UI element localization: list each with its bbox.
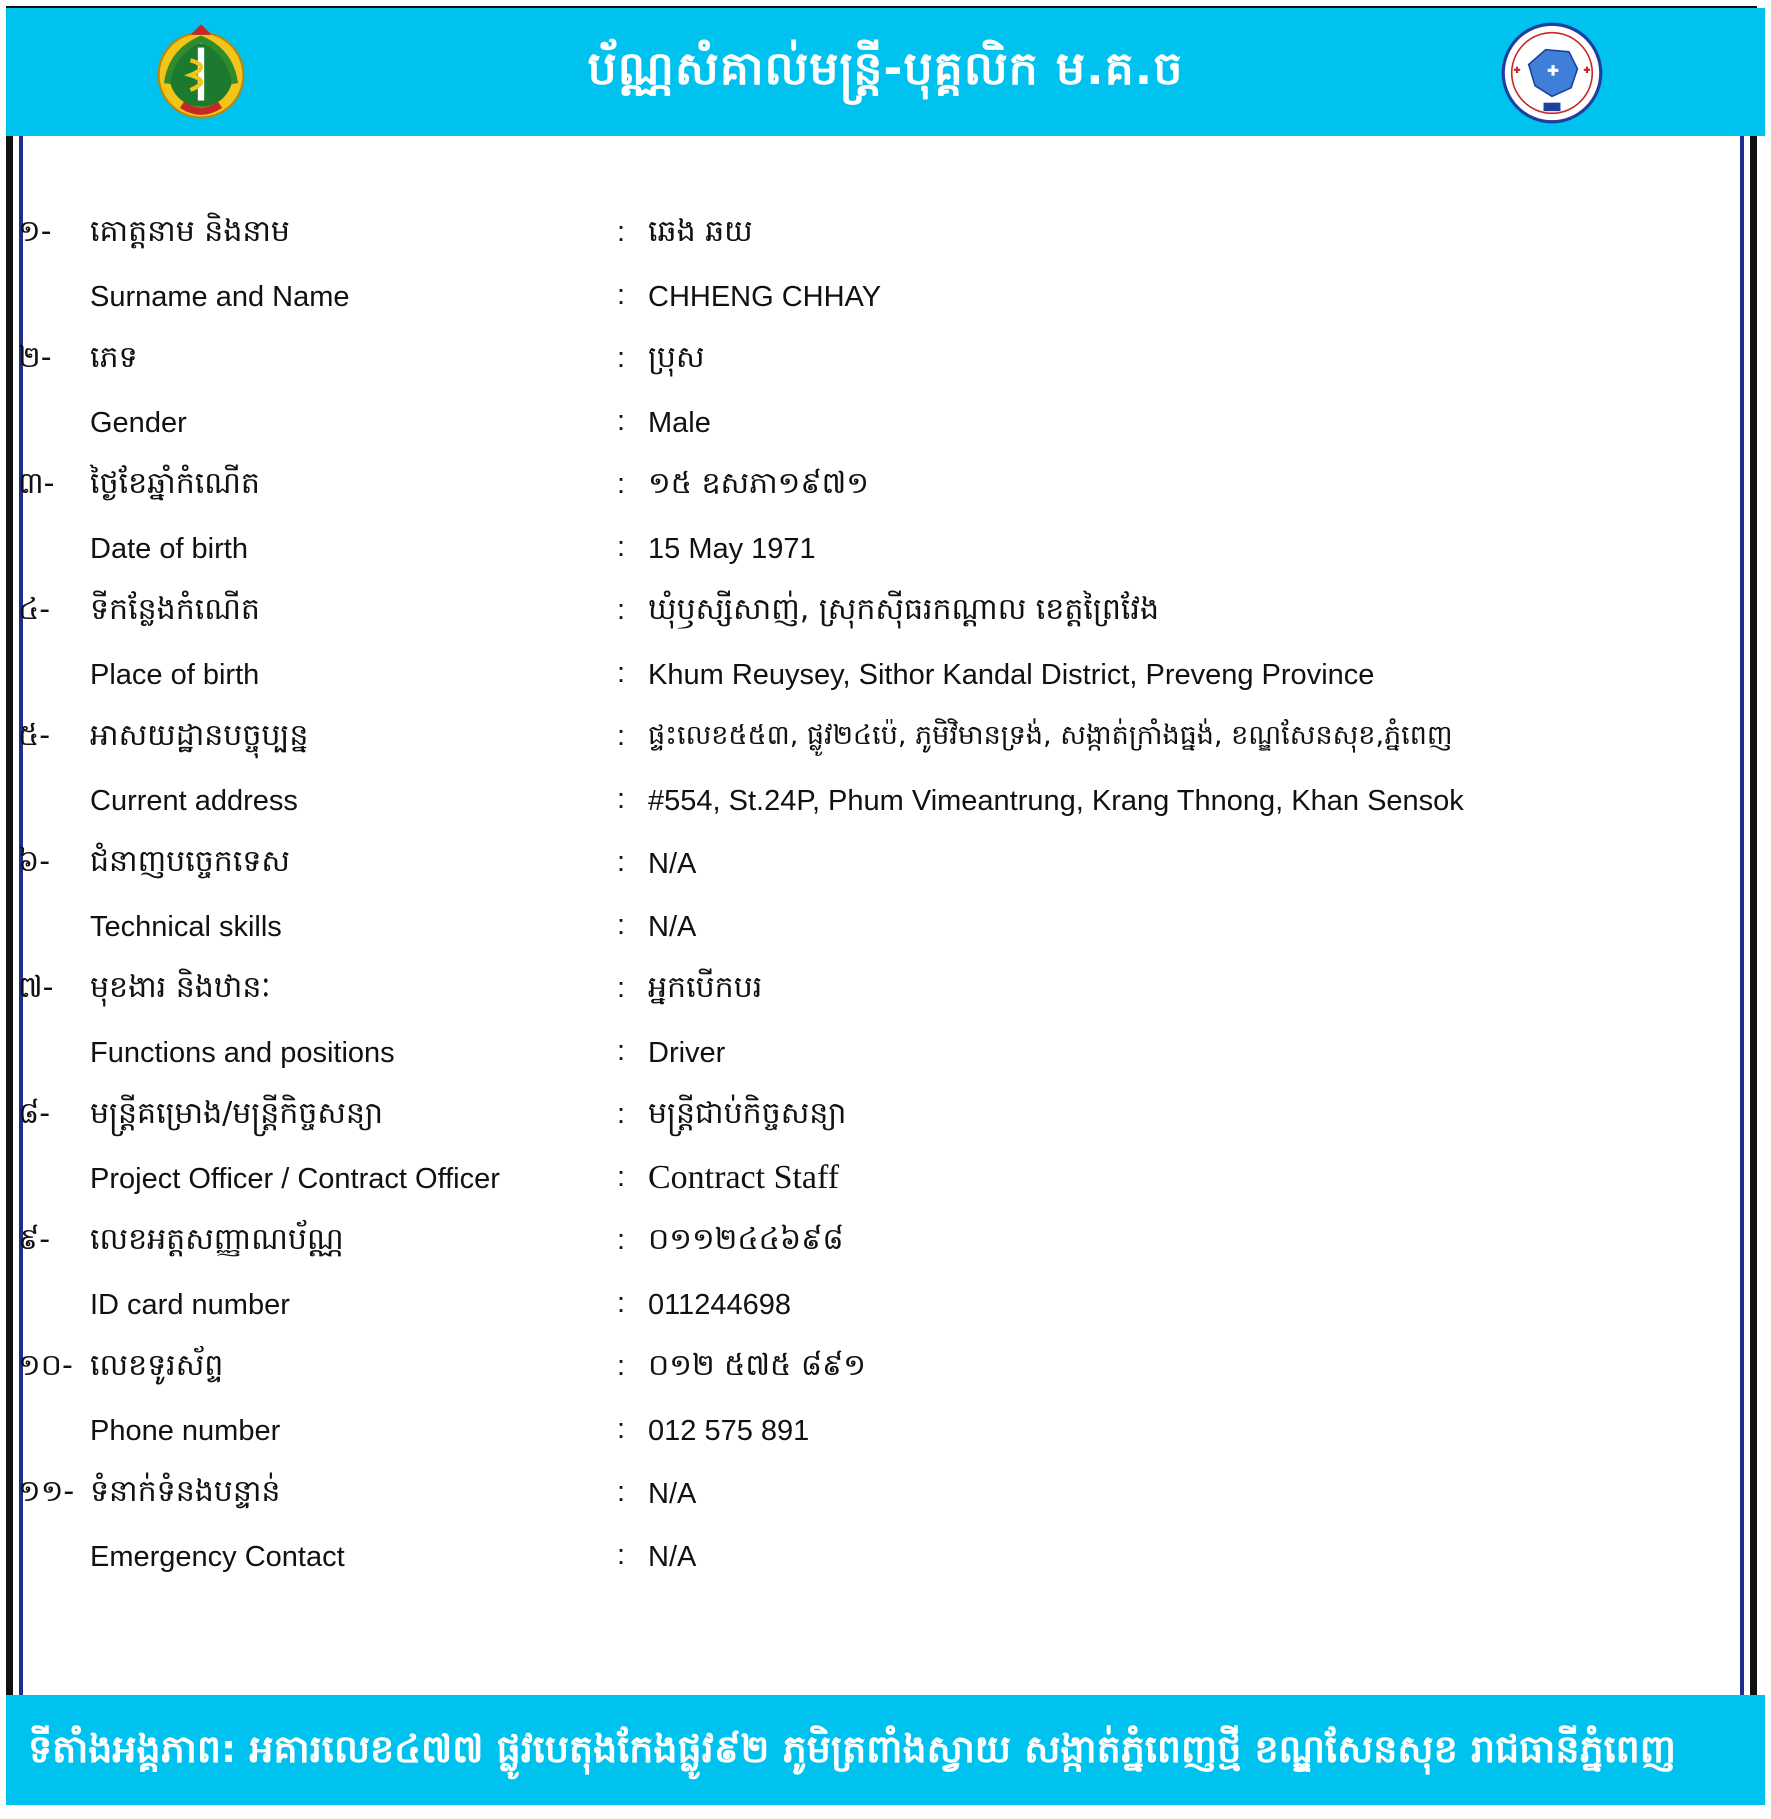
field-colon: : <box>617 468 626 500</box>
field-row-name-en <box>0 267 1771 330</box>
field-value: ០១២ ៥៧៥ ៨៩១ <box>648 1348 866 1383</box>
field-colon: : <box>617 657 626 689</box>
field-label: ថ្ងៃខែឆ្នាំកំណើត <box>90 466 260 501</box>
field-value: អ្នកបើកបរ <box>648 970 763 1005</box>
field-row-birthplace-en <box>0 645 1771 708</box>
field-row-emergency-en <box>0 1527 1771 1590</box>
field-value: CHHENG CHHAY <box>648 281 882 313</box>
card-header <box>6 8 1765 136</box>
field-value: 011244698 <box>648 1289 792 1321</box>
field-colon: : <box>617 1224 626 1256</box>
field-colon: : <box>617 720 626 752</box>
field-value: មន្ត្រីជាប់កិច្ចសន្យា <box>648 1096 847 1131</box>
field-colon: : <box>617 1350 626 1382</box>
field-row-gender-kh <box>0 330 1771 393</box>
field-label: Emergency Contact <box>90 1541 345 1573</box>
field-value: 15 May 1971 <box>648 533 816 565</box>
field-label: មុខងារ និងឋានៈ <box>90 970 271 1005</box>
field-colon: : <box>617 972 626 1004</box>
card-footer <box>6 1695 1765 1805</box>
field-row-officer-type-en <box>0 1149 1771 1212</box>
field-number: ៤- <box>18 592 51 627</box>
field-row-id-card-en <box>0 1275 1771 1338</box>
field-value: 012 575 891 <box>648 1415 810 1447</box>
field-row-skills-kh <box>0 834 1771 897</box>
field-label: ទំនាក់ទំនងបន្ទាន់ <box>90 1474 281 1509</box>
field-row-dob-kh <box>0 456 1771 519</box>
field-colon: : <box>617 279 626 311</box>
field-colon: : <box>617 342 626 374</box>
field-value: #554, St.24P, Phum Vimeantrung, Krang Thnong, Khan Sensok <box>648 785 1464 817</box>
field-number: ៣- <box>18 466 55 501</box>
field-value: Driver <box>648 1037 726 1069</box>
field-label: Technical skills <box>90 911 282 943</box>
field-label: Phone number <box>90 1415 281 1447</box>
field-row-id-card-kh <box>0 1212 1771 1275</box>
field-label: Surname and Name <box>90 281 350 313</box>
field-colon: : <box>617 531 626 563</box>
field-number: ៥- <box>18 718 51 753</box>
field-number: ១១- <box>18 1474 75 1509</box>
field-value: N/A <box>648 848 697 880</box>
field-row-address-kh <box>0 708 1771 771</box>
field-value: Contract Staff <box>648 1159 840 1196</box>
field-value: ០១១២៤៤៦៩៨ <box>648 1222 844 1257</box>
field-label: Project Officer / Contract Officer <box>90 1163 500 1195</box>
field-number: ៨- <box>18 1096 51 1131</box>
field-label: អាសយដ្ឋានបច្ចុប្បន្ន <box>90 718 309 753</box>
field-label: Gender <box>90 407 187 439</box>
field-colon: : <box>617 846 626 878</box>
field-row-phone-en <box>0 1401 1771 1464</box>
field-colon: : <box>617 909 626 941</box>
field-label: គោត្តនាម និងនាម <box>90 214 290 249</box>
field-colon: : <box>617 783 626 815</box>
field-colon: : <box>617 405 626 437</box>
field-number: ៧- <box>18 970 54 1005</box>
field-label: Place of birth <box>90 659 260 691</box>
field-value: Khum Reuysey, Sithor Kandal District, Preveng Province <box>648 659 1375 691</box>
field-colon: : <box>617 1539 626 1571</box>
field-label: Current address <box>90 785 298 817</box>
office-location-text: ទីតាំងអង្គភាព: អគារលេខ៤៧៧ ផ្លូវបេតុងកែងផ្លូវ៩២ ភូមិត្រពាំងស្វាយ សង្កាត់ភ្នំពេញថ្មី ខណ្ឌសែនសុខ រាជធានីភ្នំពេញ <box>28 1727 1676 1771</box>
field-label: ទីកន្លែងកំណើត <box>90 592 260 627</box>
field-label: ជំនាញបច្ចេកទេស <box>90 844 290 879</box>
field-row-gender-en <box>0 393 1771 456</box>
field-label: ភេទ <box>90 340 138 375</box>
field-label: លេខអត្តសញ្ញាណប័ណ្ណ <box>90 1222 344 1257</box>
field-number: ៦- <box>18 844 51 879</box>
field-label: Date of birth <box>90 533 248 565</box>
field-row-dob-en <box>0 519 1771 582</box>
field-row-address-en <box>0 771 1771 834</box>
card-title: ប័ណ្ណសំគាល់មន្ត្រី-បុគ្គលិក ម.គ.ច <box>587 41 1184 95</box>
field-value: N/A <box>648 1541 697 1573</box>
field-row-name-kh <box>0 204 1771 267</box>
field-row-birthplace-kh <box>0 582 1771 645</box>
field-colon: : <box>617 1413 626 1445</box>
field-label: មន្ត្រីគម្រោង/មន្ត្រីកិច្ចសន្យា <box>90 1096 383 1131</box>
field-row-position-kh <box>0 960 1771 1023</box>
field-number: ១០- <box>18 1348 73 1383</box>
cnm-map-seal-icon <box>1499 20 1605 126</box>
field-value: N/A <box>648 911 697 943</box>
field-value: ឃុំឫស្សីសាញ់, ស្រុកស៊ីធរកណ្តាល ខេត្តព្រៃវែង <box>648 592 1159 627</box>
field-row-skills-en <box>0 897 1771 960</box>
field-colon: : <box>617 1287 626 1319</box>
field-colon: : <box>617 1035 626 1067</box>
field-value: Male <box>648 407 711 439</box>
field-row-officer-type-kh <box>0 1086 1771 1149</box>
field-value: ឆេង ឆយ <box>648 214 753 249</box>
field-label: Functions and positions <box>90 1037 395 1069</box>
field-number: ៩- <box>18 1222 51 1257</box>
field-row-position-en <box>0 1023 1771 1086</box>
field-value: ១៥ ឧសភា១៩៧១ <box>648 466 869 501</box>
field-label: លេខទូរស័ព្ទ <box>90 1348 224 1383</box>
field-value: ផ្ទះលេខ៥៥៣, ផ្លូវ២៤ប៉េ, ភូមិវិមានទ្រង់, សង្កាត់ក្រាំងធ្នង់, ខណ្ឌសែនសុខ,ភ្នំពេញ <box>648 720 1453 751</box>
field-row-phone-kh <box>0 1338 1771 1401</box>
field-number: ១- <box>18 214 52 249</box>
field-label: ID card number <box>90 1289 290 1321</box>
field-number: ២- <box>18 340 52 375</box>
field-row-emergency-kh <box>0 1464 1771 1527</box>
fields-list <box>0 204 1771 1590</box>
field-colon: : <box>617 216 626 248</box>
field-colon: : <box>617 1161 626 1193</box>
field-colon: : <box>617 1098 626 1130</box>
field-colon: : <box>617 1476 626 1508</box>
field-colon: : <box>617 594 626 626</box>
field-value: ប្រុស <box>648 340 705 375</box>
field-value: N/A <box>648 1478 697 1510</box>
